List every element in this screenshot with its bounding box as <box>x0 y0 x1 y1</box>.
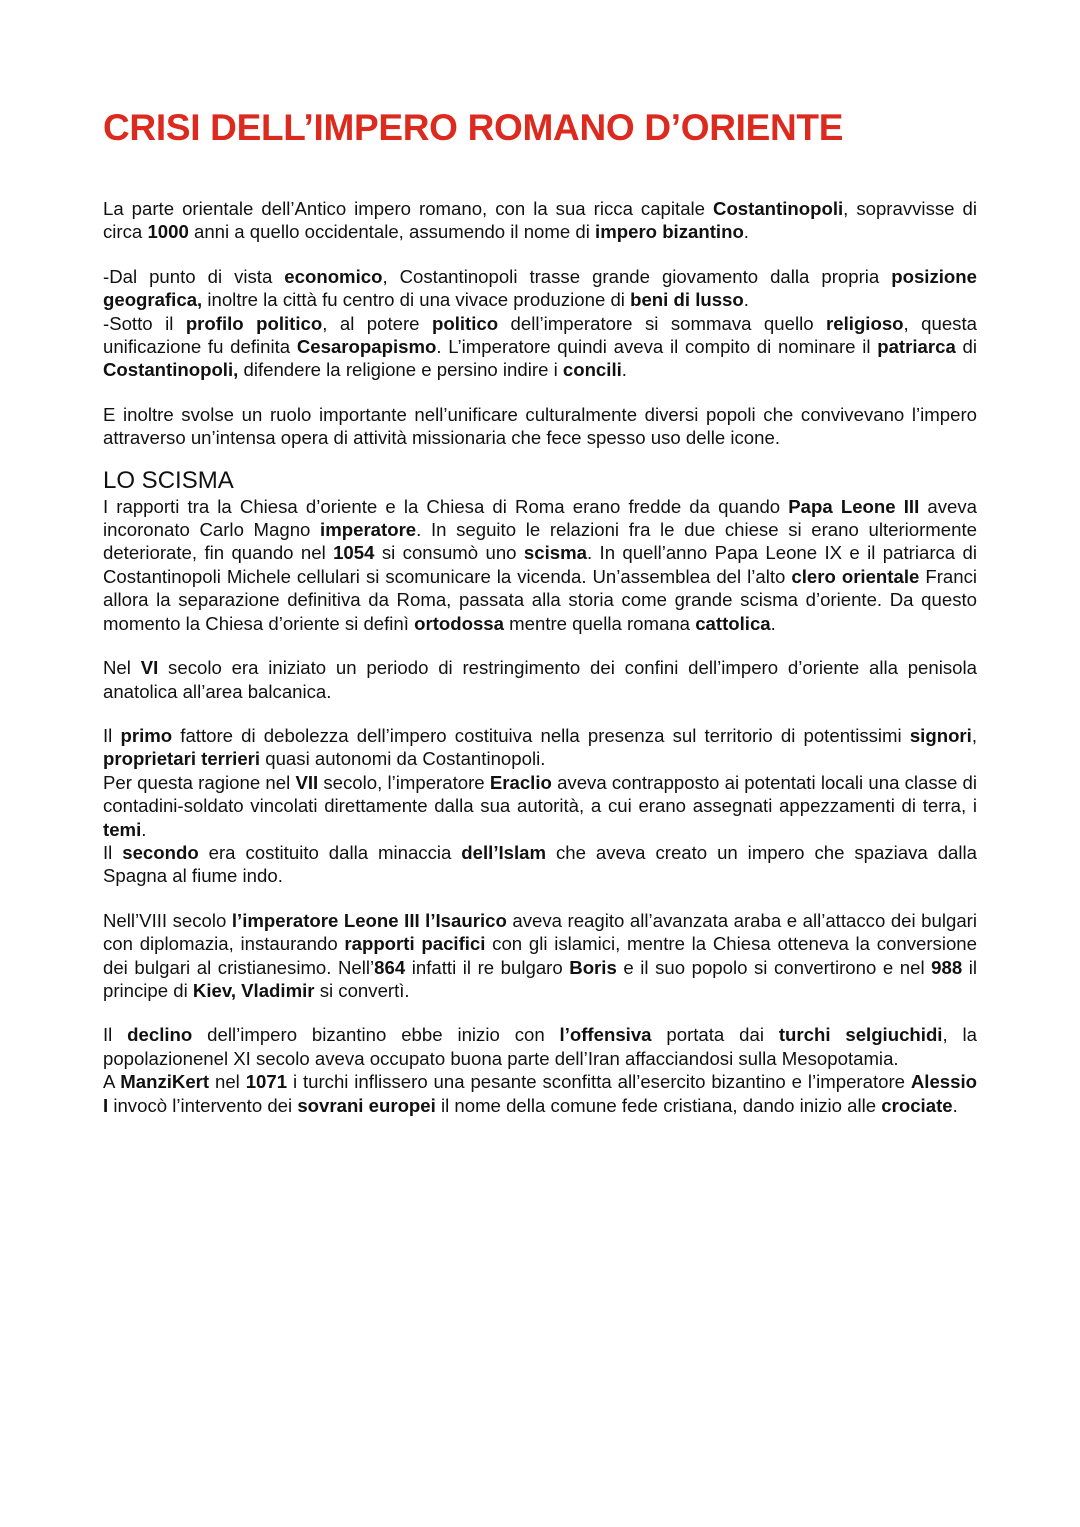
text-run: di <box>955 336 977 358</box>
text-run: , Costantinopoli trasse grande giovamento dalla propria <box>382 265 892 287</box>
text-run: . <box>141 818 147 840</box>
text-run: Nel <box>103 657 141 679</box>
text-run: nel <box>209 1071 246 1093</box>
text-run: portata dai <box>651 1024 779 1046</box>
text-run: . In seguito le relazioni fra le due chiese si erano ulteriormente deteriorate, fin quando nel <box>103 519 977 564</box>
text-run: La parte orientale dell’Antico impero romano, con la sua ricca capitale <box>103 198 714 219</box>
text-run: , <box>971 724 977 746</box>
bold-text: VI <box>140 657 159 679</box>
bold-text: 1054 <box>333 542 375 564</box>
text-run: mentre quella romana <box>503 612 696 634</box>
text-run: che aveva creato un impero che spaziava dalla Spagna al fiume indo. <box>103 841 977 887</box>
text-run: aveva contrapposto ai potentati locali una classe di contadini-soldato vincolati direttamente dalla sua autorità, a cui erano assegnati appezzamenti di terra, i <box>103 771 977 817</box>
bold-text: l’imperatore Leone III l’Isaurico <box>231 909 507 931</box>
text-run: . <box>743 289 749 311</box>
bold-text: signori <box>909 724 972 746</box>
text-run: Nell’VIII secolo <box>103 909 232 931</box>
bold-text: impero bizantino <box>595 221 744 243</box>
bold-text: Costantinopoli, <box>103 359 239 381</box>
bold-text: beni di lusso <box>630 289 744 311</box>
text-run: e il suo popolo si convertirono e nel <box>616 956 932 978</box>
text-run: dell’imperatore si sommava quello <box>498 312 827 334</box>
text-run: inoltre la città fu centro di una vivace produzione di <box>202 289 631 311</box>
bold-text: Kiev, Vladimir <box>192 979 315 1001</box>
text-run: secolo, l’imperatore <box>318 771 490 793</box>
text-run: Il <box>103 1024 128 1046</box>
paragraph <box>103 403 977 450</box>
bold-text: Costantinopoli <box>713 198 844 219</box>
bold-text: concili <box>562 359 622 381</box>
document-page <box>103 106 977 1117</box>
text-run: anni a quello occidentale, assumendo il nome di <box>188 221 596 243</box>
paragraph <box>103 1070 977 1117</box>
text-run: . <box>770 612 776 634</box>
text-run: quasi autonomi da Costantinopoli. <box>260 748 546 770</box>
bold-text: cattolica <box>695 612 771 634</box>
bold-text: turchi selgiuchidi <box>778 1024 943 1046</box>
section-heading <box>103 467 977 495</box>
text-run: Franci allora la separazione definitiva da Roma, passata alla storia come grande scisma d’oriente. Da questo momento la Chiesa d’oriente si definì <box>103 565 978 634</box>
text-run: difendere la religione e persino indire i <box>238 359 563 381</box>
paragraph <box>103 1023 977 1070</box>
text-run: . L’imperatore quindi aveva il compito di nominare il <box>436 336 878 358</box>
bold-text: Eraclio <box>489 771 552 793</box>
text-run: invocò l’intervento dei <box>108 1094 298 1116</box>
bold-text: ortodossa <box>414 612 504 634</box>
bold-text: Cesaropapismo <box>296 336 437 358</box>
text-run: Il <box>103 724 121 746</box>
paragraph <box>103 265 977 312</box>
text-run: , la popolazionenel XI secolo aveva occupato buona parte dell’Iran affacciandosi sulla Mesopotamia. <box>103 1024 977 1069</box>
bold-text: Alessio I <box>103 1071 977 1116</box>
text-run: Il <box>103 841 123 863</box>
text-run: dell’impero bizantino ebbe inizio con <box>192 1024 560 1046</box>
paragraph <box>103 724 977 771</box>
bold-text: patriarca <box>877 336 956 358</box>
bold-text: temi <box>103 818 142 840</box>
bold-text: 864 <box>374 956 406 978</box>
text-run: con gli islamici, mentre la Chiesa otteneva la conversione dei bulgari al cristianesimo. Nell’ <box>103 933 977 978</box>
text-run: -Sotto il <box>103 312 186 334</box>
text-run: secolo era iniziato un periodo di restringimento dei confini dell’impero d’oriente alla penisola anatolica all’area balcanica. <box>103 657 977 702</box>
bold-text: Papa Leone III <box>788 495 920 517</box>
bold-text: proprietari terrieri <box>103 748 261 770</box>
text-run: si convertì. <box>314 979 410 1001</box>
bold-text: clero orientale <box>791 565 920 587</box>
bold-text: rapporti pacifici <box>344 933 486 955</box>
bold-text: Boris <box>569 956 617 978</box>
paragraph <box>103 656 977 703</box>
bold-text: secondo <box>122 841 199 863</box>
bold-text: economico <box>284 265 383 287</box>
paragraph <box>103 495 977 635</box>
text-run: LO SCISMA <box>103 466 234 494</box>
bold-text: 988 <box>931 956 963 978</box>
text-run: . <box>952 1094 958 1116</box>
text-run: , sopravvisse di circa <box>103 198 977 243</box>
bold-text: religioso <box>826 312 904 334</box>
bold-text: posizione geografica, <box>103 265 977 311</box>
bold-text: declino <box>127 1024 193 1046</box>
bold-text: profilo politico <box>185 312 323 334</box>
document-title: CRISI DELL’IMPERO ROMANO D’ORIENTE <box>103 107 844 148</box>
paragraph <box>103 841 977 888</box>
text-run: E inoltre svolse un ruolo importante nell’unificare culturalmente diversi popoli che convivevano l’impero attraverso un’intensa opera di attività missionaria che fece spesso uso delle icone. <box>103 403 977 449</box>
document-body <box>103 197 977 1117</box>
bold-text: 1071 <box>245 1071 288 1093</box>
bold-text: primo <box>120 724 173 746</box>
text-run: , al potere <box>322 312 432 334</box>
text-run: . <box>621 359 627 381</box>
bold-text: 1000 <box>147 221 189 243</box>
paragraph <box>103 771 977 841</box>
text-run: , questa unificazione fu definita <box>103 312 977 358</box>
text-run: i turchi inflissero una pesante sconfitta all’esercito bizantino e l’imperatore <box>287 1071 911 1093</box>
bold-text: sovrani europei <box>297 1094 436 1116</box>
bold-text: crociate <box>881 1094 953 1116</box>
text-run: il principe di <box>103 956 978 1001</box>
bold-text: imperatore <box>320 519 417 541</box>
paragraph <box>103 909 977 1003</box>
bold-text: dell’Islam <box>461 841 547 863</box>
text-run: I rapporti tra la Chiesa d’oriente e la Chiesa di Roma erano fredde da quando <box>103 495 789 517</box>
text-run: il nome della comune fede cristiana, dando inizio alle <box>435 1094 882 1116</box>
bold-text: VII <box>295 771 319 793</box>
paragraph <box>103 312 977 382</box>
text-run: . In quell’anno Papa Leone IX e il patriarca di Costantinopoli Michele cellulari si scomunicare la vicenda. Un’assemblea del l’alto <box>103 542 978 587</box>
bold-text: politico <box>431 312 499 334</box>
text-run: infatti il re bulgaro <box>405 956 570 978</box>
text-run: Per questa ragione nel <box>103 771 296 793</box>
text-run: aveva incoronato Carlo Magno <box>103 495 977 541</box>
text-run: fattore di debolezza dell’impero costituiva nella presenza sul territorio di potentissimi <box>172 724 910 746</box>
paragraph <box>103 197 977 244</box>
text-run: -Dal punto di vista <box>103 265 285 287</box>
text-run: era costituito dalla minaccia <box>198 841 462 863</box>
text-run: si consumò uno <box>374 542 524 564</box>
bold-text: scisma <box>523 542 587 564</box>
text-run: . <box>743 221 749 243</box>
bold-text: l’offensiva <box>559 1024 652 1046</box>
text-run: A <box>103 1071 121 1093</box>
bold-text: ManziKert <box>120 1071 210 1093</box>
text-run: aveva reagito all’avanzata araba e all’attacco dei bulgari con diplomazia, instaurando <box>103 909 977 955</box>
